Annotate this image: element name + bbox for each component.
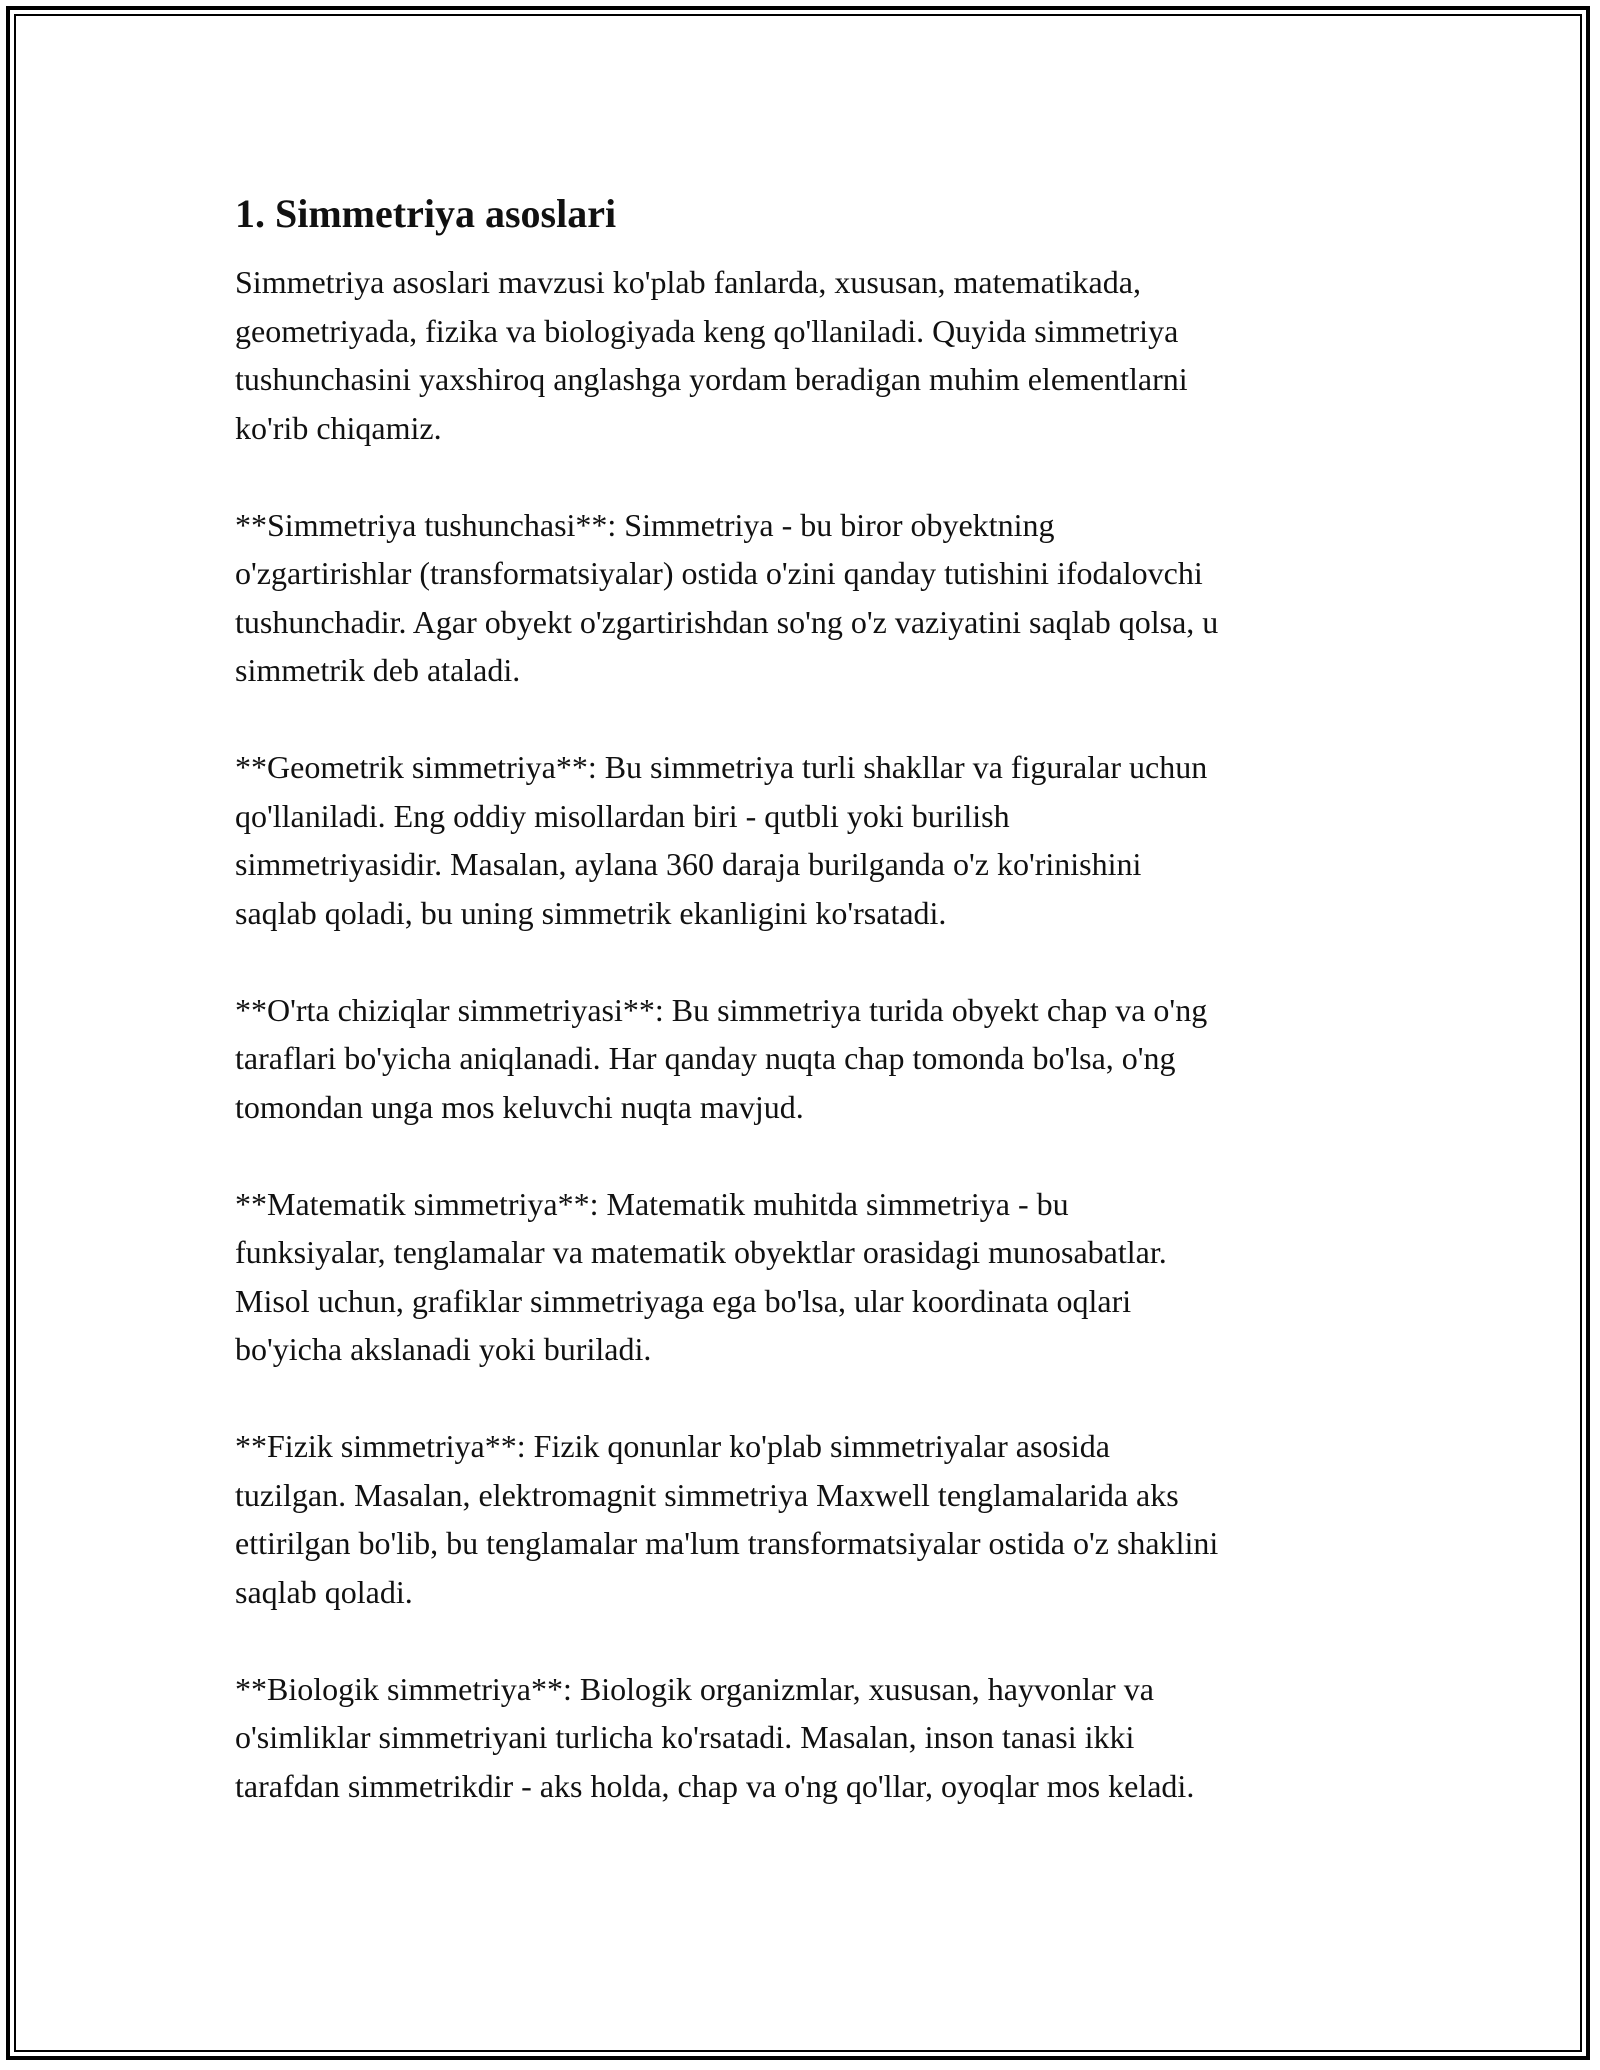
document-body: [235, 188, 1375, 1859]
section-heading: 1. Simmetriya asoslari: [235, 191, 617, 236]
paragraph-biological-symmetry: **Biologik simmetriya**: Biologik organizmlar, xususan, hayvonlar va o'simliklar simmetriyani turlicha ko'rsatadi. Masalan, inson tanasi ikki tarafdan simmetrikdir - aks holda, chap va o'ng qo'llar, oyoqlar mos keladi.: [235, 1670, 1195, 1804]
paragraph-geometric-symmetry: **Geometrik simmetriya**: Bu simmetriya turli shakllar va figuralar uchun qo'llaniladi. Eng oddiy misollardan biri - qutbli yoki burilish simmetriyasidir. Masalan, aylana 360 daraja burilganda o'z ko'rinishini saqlab qoladi, bu uning simmetrik ekanligini ko'rsatadi.: [235, 749, 1208, 931]
paragraph-physical-symmetry: **Fizik simmetriya**: Fizik qonunlar ko'plab simmetriyalar asosida tuzilgan. Masalan, elektromagnit simmetriya Maxwell tenglamalarida aks ettirilgan bo'lib, bu tenglamalar ma'lum transformatsiyalar ostida o'z shaklini saqlab qoladi.: [235, 1428, 1219, 1610]
paragraph-midline-symmetry: **O'rta chiziqlar simmetriyasi**: Bu simmetriya turida obyekt chap va o'ng taraflari bo'yicha aniqlanadi. Har qanday nuqta chap tomonda bo'lsa, o'ng tomondan unga mos keluvchi nuqta mavjud.: [235, 991, 1208, 1125]
intro-paragraph: Simmetriya asoslari mavzusi ko'plab fanlarda, xususan, matematikada, geometriyada, fizika va biologiyada keng qo'llaniladi. Quyida simmetriya tushunchasini yaxshiroq anglashga yordam beradigan muhim elementlarni ko'rib chiqamiz.: [235, 264, 1188, 446]
paragraph-mathematical-symmetry: **Matematik simmetriya**: Matematik muhitda simmetriya - bu funksiyalar, tenglamalar va matematik obyektlar orasidagi munosabatlar. Misol uchun, grafiklar simmetriyaga ega bo'lsa, ular koordinata oqlari bo'yicha akslanadi yoki buriladi.: [235, 1185, 1167, 1367]
paragraph-symmetry-concept: **Simmetriya tushunchasi**: Simmetriya - bu biror obyektning o'zgartirishlar (transformatsiyalar) ostida o'zini qanday tutishini ifodalovchi tushunchadir. Agar obyekt o'zgartirishdan so'ng o'z vaziyatini saqlab qolsa, u simmetrik deb ataladi.: [235, 506, 1219, 688]
